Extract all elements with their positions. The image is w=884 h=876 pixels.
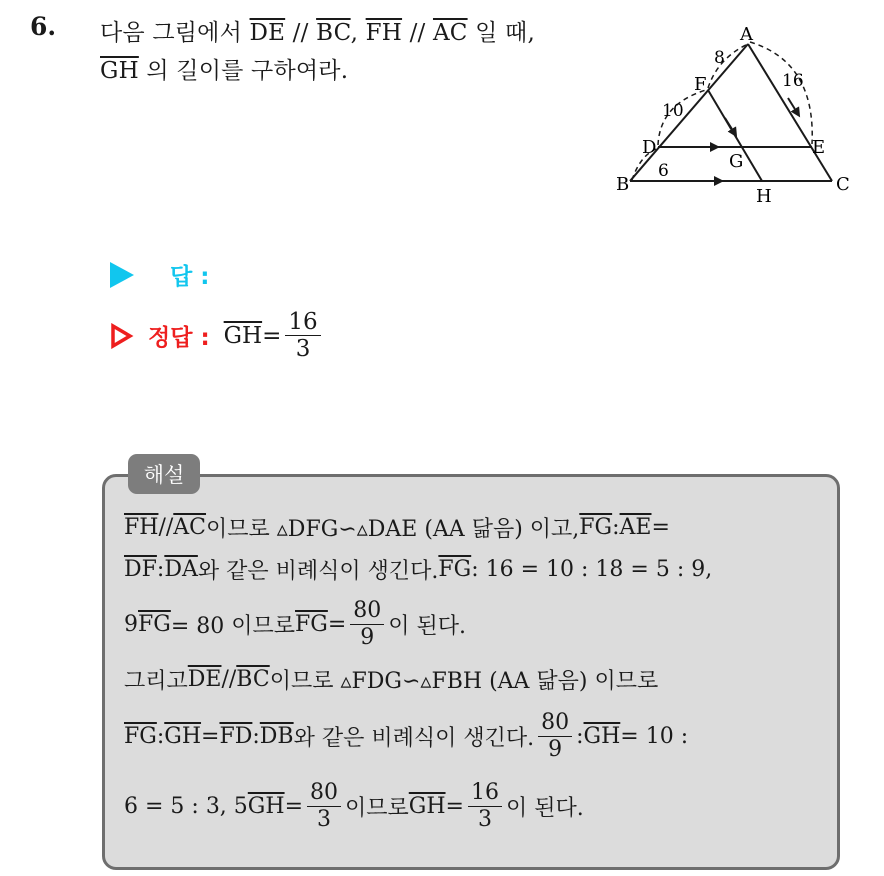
question-text: 다음 그림에서: [100, 20, 250, 46]
segment-de: $\overline{DE}$: [249, 20, 286, 46]
length-ae: 16: [782, 71, 804, 91]
segment-fg: $\overline{FG}$: [579, 515, 613, 540]
segment-fg: $\overline{FG}$: [138, 611, 171, 637]
ratio-colon: :: [576, 723, 584, 749]
play-arrow-icon: [110, 262, 134, 288]
side-ac: [748, 44, 832, 181]
fraction-denominator: 9: [360, 624, 375, 650]
label-a: A: [740, 24, 753, 45]
label-f: F: [694, 74, 707, 95]
correct-answer-label: 정답 :: [148, 325, 210, 352]
solution-line-2: [124, 554, 712, 585]
parallel-arrow: [725, 118, 735, 134]
label-h: H: [756, 186, 772, 207]
ratio-colon: :: [612, 515, 620, 540]
solution-text: 6 = 5 : 3, 5: [124, 793, 248, 819]
fraction-numerator: 16: [285, 310, 320, 336]
question-text: 의 길이를 구하여라.: [138, 58, 349, 84]
segment-gh: $\overline{GH}$: [408, 793, 446, 819]
segment-fh: $\overline{FH}$: [124, 515, 159, 540]
question-text: 일 때,: [467, 20, 535, 46]
fraction-denominator: 9: [548, 736, 563, 762]
label-c: C: [836, 174, 850, 195]
arc-ae: [750, 42, 812, 144]
label-b: B: [616, 174, 630, 195]
equals-sign: =: [284, 793, 303, 819]
solution-text: 이므로 ▵DFG∽▵DAE (AA 닮음) 이고,: [206, 517, 580, 542]
length-fd: 10: [662, 101, 684, 121]
solution-text: = 80 이므로: [170, 613, 296, 639]
segment-gh: $\overline{GH}$: [583, 723, 621, 749]
segment-gh: $\overline{GH}$: [247, 793, 285, 819]
parallel-symbol: //: [285, 20, 317, 46]
outline-triangle-icon: [110, 323, 134, 349]
equals-sign: =: [327, 611, 347, 637]
length-af: 8: [714, 48, 725, 68]
fraction-numerator: 80: [350, 599, 384, 624]
answer-row: [110, 258, 209, 291]
fraction-numerator: 80: [307, 781, 341, 806]
solution-text: : 16 = 10 : 18 = 5 : 9,: [471, 557, 713, 582]
fraction-denominator: 3: [295, 336, 311, 363]
length-db: 6: [658, 161, 669, 181]
solution-text: 와 같은 비례식이 생긴다.: [293, 725, 535, 751]
solution-text: 와 같은 비례식이 생긴다.: [197, 559, 439, 584]
segment-da: $\overline{DA}$: [164, 557, 198, 582]
solution-text: 이므로 ▵FDG∽▵FBH (AA 닮음) 이므로: [269, 669, 659, 694]
ratio-colon: :: [156, 557, 165, 582]
solution-line-3: [124, 596, 466, 652]
answer-label: 답 :: [170, 264, 210, 290]
equals-sign: =: [262, 322, 282, 349]
solution-text: 이므로: [345, 795, 409, 821]
equals-sign: =: [651, 515, 670, 540]
ratio-colon: :: [156, 723, 165, 749]
segment-gh: $\overline{GH}$: [223, 322, 263, 349]
segment-ae: $\overline{AE}$: [619, 515, 652, 540]
ratio-colon: :: [252, 723, 260, 749]
equals-sign: =: [201, 723, 220, 749]
solution-tag: 해설: [128, 454, 200, 494]
solution-text: 이 된다.: [505, 795, 584, 821]
solution-line-5: [124, 706, 688, 766]
segment-gh: $\overline{GH}$: [100, 58, 139, 84]
segment-df: $\overline{DF}$: [124, 557, 157, 582]
fraction: [307, 781, 341, 830]
fraction: [350, 599, 384, 648]
segment-gh: $\overline{GH}$: [164, 723, 202, 749]
fraction-numerator: 80: [538, 711, 572, 736]
fraction-denominator: 3: [477, 806, 492, 832]
correct-answer-row: [110, 310, 325, 361]
label-e: E: [812, 137, 826, 158]
solution-line-6: [124, 776, 584, 836]
label-g: G: [729, 151, 744, 172]
question-line-1: [100, 14, 535, 47]
segment-bc: $\overline{BC}$: [236, 667, 270, 692]
parallel-symbol: //: [221, 667, 237, 692]
fraction-numerator: 16: [468, 781, 502, 806]
segment-fg: $\overline{FG}$: [438, 557, 472, 582]
fraction-denominator: 3: [317, 806, 331, 832]
segment-fh: $\overline{FH}$: [365, 20, 403, 46]
parallel-symbol: //: [158, 515, 174, 540]
segment-db: $\overline{DB}$: [259, 723, 294, 749]
solution-text: = 10 :: [620, 723, 689, 749]
segment-fd: $\overline{FD}$: [219, 723, 253, 749]
question-number: 6.: [30, 12, 57, 41]
coefficient: 9: [124, 611, 138, 637]
solution-text: 그리고: [124, 669, 188, 694]
equals-sign: =: [445, 793, 464, 819]
segment-ac: $\overline{AC}$: [173, 515, 207, 540]
solution-line-1: [124, 512, 670, 543]
label-d: D: [642, 137, 657, 158]
segment-fg: $\overline{FG}$: [124, 723, 157, 749]
question-line-2: [100, 52, 348, 85]
fraction: [538, 711, 572, 760]
triangle-figure: [600, 18, 860, 218]
answer-fraction: [285, 310, 320, 361]
fraction: [468, 781, 502, 830]
segment-bc: $\overline{BC}$: [316, 20, 351, 46]
segment-fg: $\overline{FG}$: [295, 611, 328, 637]
segment-de: $\overline{DE}$: [187, 667, 222, 692]
segment-ac: $\overline{AC}$: [432, 20, 468, 46]
parallel-symbol: //: [402, 20, 433, 46]
solution-line-4: [124, 664, 658, 695]
solution-text: 이 된다.: [388, 613, 467, 639]
separator: ,: [350, 20, 366, 46]
